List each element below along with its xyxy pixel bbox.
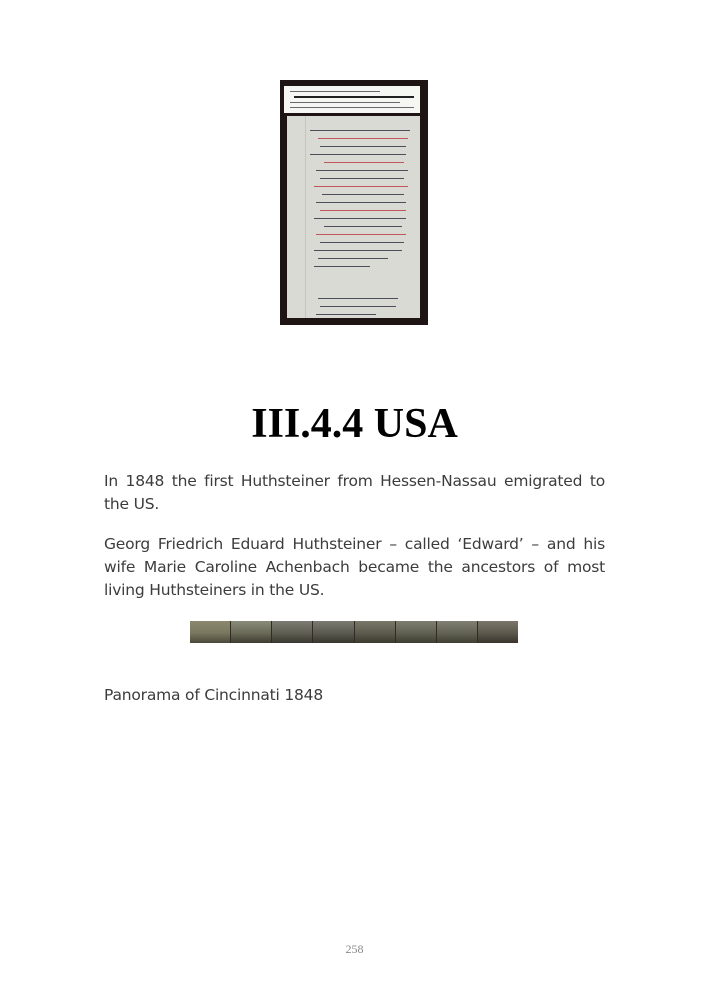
handwriting-stroke <box>316 314 376 315</box>
handwriting-stroke <box>324 226 402 227</box>
handwriting-stroke <box>320 210 406 211</box>
handwriting-stroke <box>322 194 404 195</box>
paper-fold <box>305 116 306 318</box>
handwriting-stroke <box>316 202 406 203</box>
handwriting-stroke <box>314 250 402 251</box>
paragraph-ancestors: Georg Friedrich Eduard Huthsteiner – called ‘Edward’ – and his wife Marie Caroline Achenbach became the ancestors of most living Huthsteiners in the US. <box>104 535 605 599</box>
paragraph-emigration: In 1848 the first Huthsteiner from Hessen-Nassau emigrated to the US. <box>104 472 605 513</box>
handwriting-stroke <box>314 186 408 187</box>
manuscript-image <box>280 80 428 325</box>
handwriting-stroke <box>320 306 396 307</box>
page-number: 258 <box>345 942 364 956</box>
manuscript-label-strip <box>284 86 420 113</box>
handwriting-stroke <box>320 146 406 147</box>
handwriting-stroke <box>316 234 406 235</box>
handwriting-stroke <box>314 266 370 267</box>
section-heading: III.4.4 USA <box>251 401 458 447</box>
handwriting-stroke <box>318 298 398 299</box>
handwriting-stroke <box>310 154 406 155</box>
panorama-image <box>190 621 518 643</box>
handwriting-stroke <box>314 218 406 219</box>
handwriting-stroke <box>318 258 388 259</box>
handwriting-stroke <box>316 170 408 171</box>
handwriting-stroke <box>310 130 410 131</box>
handwriting-stroke <box>318 138 408 139</box>
handwriting-stroke <box>320 178 404 179</box>
handwriting-stroke <box>320 242 404 243</box>
panorama-caption: Panorama of Cincinnati 1848 <box>104 686 324 704</box>
handwriting-stroke <box>324 162 404 163</box>
